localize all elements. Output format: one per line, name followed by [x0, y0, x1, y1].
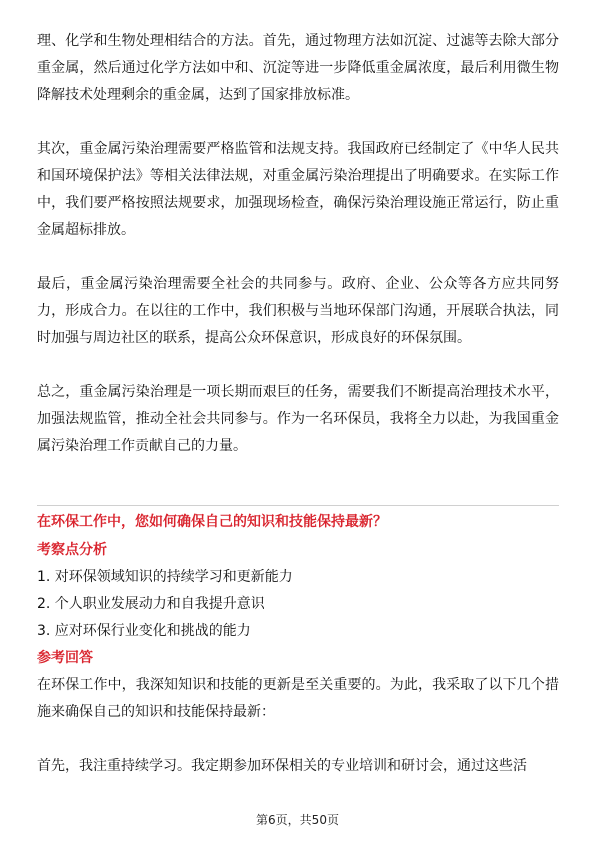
body-paragraph-3: 最后，重金属污染治理需要全社会的共同参与。政府、企业、公众等各方应共同努力，形成合力。在以往的工作中，我们积极与当地环保部门沟通，开展联合执法，同时加强与周边社区的联系，提高公众环保意识，形成良好的环保氛围。: [37, 276, 559, 346]
body-paragraph-1: 理、化学和生物处理相结合的方法。首先，通过物理方法如沉淀、过滤等去除大部分重金属，然后通过化学方法如中和、沉淀等进一步降低重金属浓度，最后利用微生物降解技术处理剩余的重金属，达到了国家排放标准。: [37, 33, 559, 103]
body-paragraph-2: 其次，重金属污染治理需要严格监管和法规支持。我国政府已经制定了《中华人民共和国环境保护法》等相关法律法规，对重金属污染治理提出了明确要求。在实际工作中，我们要严格按照法规要求，加强现场检查，确保污染治理设施正常运行，防止重金属超标排放。: [37, 141, 559, 238]
analysis-heading: 考察点分析: [37, 542, 107, 558]
question-title: 在环保工作中，您如何确保自己的知识和技能保持最新？: [37, 514, 387, 530]
reference-heading: 参考回答: [37, 650, 93, 666]
question-section: [37, 507, 559, 780]
paragraph-gap: [37, 244, 559, 271]
reference-paragraph-1: 在环保工作中，我深知知识和技能的更新是至关重要的。为此，我采取了以下几个措施来确保自己的知识和技能保持最新：: [37, 677, 559, 720]
paragraph-gap: [37, 109, 559, 136]
section-divider: [37, 505, 559, 506]
paragraph-gap: [37, 352, 559, 379]
analysis-point-1: 1. 对环保领域知识的持续学习和更新能力: [37, 569, 293, 585]
analysis-point-2: 2. 个人职业发展动力和自我提升意识: [37, 596, 265, 612]
paragraph-gap: [37, 726, 559, 753]
page-number: 第6页，共50页: [256, 813, 339, 827]
analysis-point-3: 3. 应对环保行业变化和挑战的能力: [37, 623, 251, 639]
reference-paragraph-2: 首先，我注重持续学习。我定期参加环保相关的专业培训和研讨会，通过这些活: [37, 758, 527, 774]
body-paragraph-4: 总之，重金属污染治理是一项长期而艰巨的任务，需要我们不断提高治理技术水平，加强法规监管，推动全社会共同参与。作为一名环保员，我将全力以赴，为我国重金属污染治理工作贡献自己的力量。: [37, 384, 559, 454]
body-text: [37, 28, 559, 460]
